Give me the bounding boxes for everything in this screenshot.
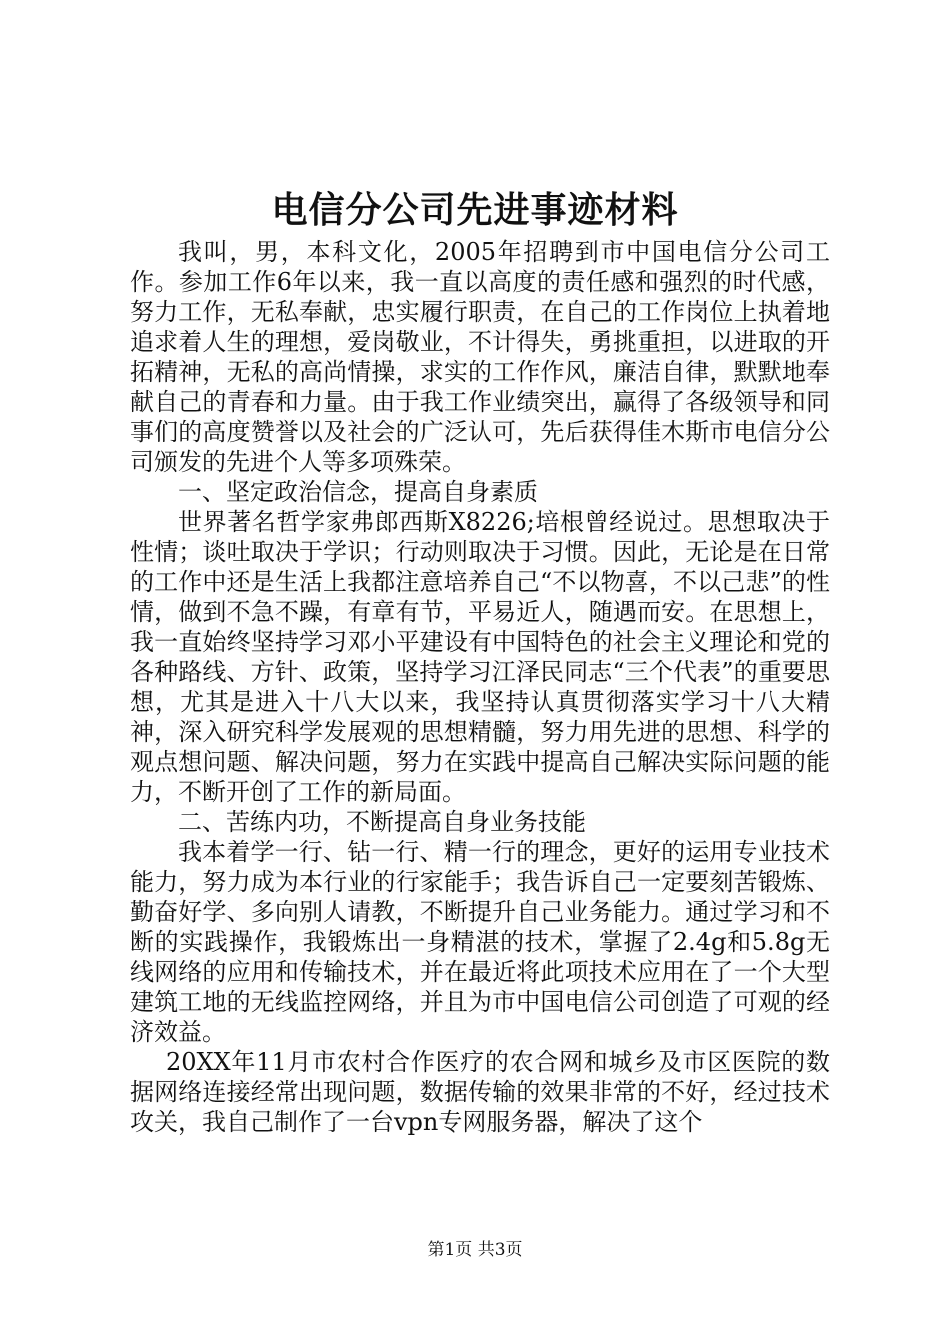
document-body bbox=[130, 237, 830, 1137]
paragraph-section-1: 世界著名哲学家弗郎西斯X8226;培根曾经说过。思想取决于性情；谈吐取决于学识；行动则取决于习惯。因此，无论是在日常的工作中还是生活上我都注意培养自己“不以物喜，不以己悲”的性情，做到不急不躁，有章有节，平易近人，随遇而安。在思想上，我一直始终坚持学习邓小平建设有中国特色的社会主义理论和党的各种路线、方针、政策，坚持学习江泽民同志“三个代表”的重要思想，尤其是进入十八大以来，我坚持认真贯彻落实学习十八大精神，深入研究科学发展观的思想精髓，努力用先进的思想、科学的观点想问题、解决问题，努力在实践中提高自己解决实际问题的能力，不断开创了工作的新局面。 bbox=[130, 508, 830, 806]
section-heading-2: 二、苦练内功，不断提高自身业务技能 bbox=[178, 808, 586, 836]
paragraph-vpn: 20XX年11月市农村合作医疗的农合网和城乡及市区医院的数据网络连接经常出现问题，数据传输的效果非常的不好，经过技术攻关，我自己制作了一台vpn专网服务器，解决了这个 bbox=[130, 1048, 830, 1136]
paragraph-intro: 我叫，男，本科文化，2005年招聘到市中国电信分公司工作。参加工作6年以来，我一直以高度的责任感和强烈的时代感，努力工作，无私奉献，忠实履行职责，在自己的工作岗位上执着地追求着人生的理想，爱岗敬业，不计得失，勇挑重担，以进取的开拓精神，无私的高尚情操，求实的工作作风，廉洁自律，默默地奉献自己的青春和力量。由于我工作业绩突出，赢得了各级领导和同事们的高度赞誉以及社会的广泛认可，先后获得佳木斯市电信分公司颁发的先进个人等多项殊荣。 bbox=[130, 238, 830, 476]
page-footer: 第1页 共3页 bbox=[427, 1240, 523, 1260]
paragraph-section-2: 我本着学一行、钻一行、精一行的理念，更好的运用专业技术能力，努力成为本行业的行家能手；我告诉自己一定要刻苦锻炼、勤奋好学、多向别人请教，不断提升自己业务能力。通过学习和不断的实践操作，我锻炼出一身精湛的技术，掌握了2.4g和5.8g无线网络的应用和传输技术，并在最近将此项技术应用在了一个大型建筑工地的无线监控网络，并且为市中国电信公司创造了可观的经济效益。 bbox=[130, 838, 830, 1046]
document-title: 电信分公司先进事迹材料 bbox=[271, 189, 679, 231]
section-heading-1: 一、坚定政治信念，提高自身素质 bbox=[178, 478, 538, 506]
